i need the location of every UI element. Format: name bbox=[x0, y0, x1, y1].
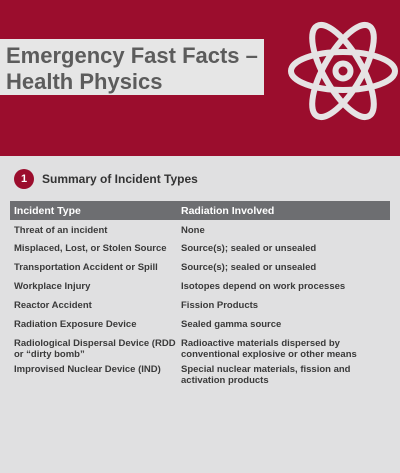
table-row bbox=[10, 277, 390, 296]
table-row bbox=[10, 220, 390, 239]
table-row bbox=[10, 258, 390, 277]
radiation-cell: Fission Products bbox=[181, 300, 259, 311]
table-row bbox=[10, 296, 390, 315]
page-title-line-1: Emergency Fast Facts – bbox=[6, 43, 258, 68]
radiation-cell: None bbox=[181, 225, 205, 236]
section-header bbox=[14, 168, 198, 190]
section-number-badge: 1 bbox=[14, 169, 34, 189]
table-header bbox=[10, 201, 390, 220]
table-row bbox=[10, 334, 390, 360]
incident-type-cell: Improvised Nuclear Device (IND) bbox=[14, 364, 161, 375]
incident-type-cell: Transportation Accident or Spill bbox=[14, 262, 158, 273]
page-title-line-2: Health Physics bbox=[6, 69, 163, 94]
incident-table bbox=[10, 201, 390, 386]
radiation-cell: Source(s); sealed or unsealed bbox=[181, 262, 317, 273]
radiation-cell: Isotopes depend on work processes bbox=[181, 281, 346, 292]
incident-type-cell: Misplaced, Lost, or Stolen Source bbox=[14, 243, 167, 254]
radiation-cell: Radioactive materials dispersed by conventional explosive or other means bbox=[181, 338, 357, 360]
column-header-radiation-involved: Radiation Involved bbox=[181, 204, 275, 217]
page-title bbox=[0, 39, 264, 95]
incident-type-cell: Radiation Exposure Device bbox=[14, 319, 137, 330]
table-row bbox=[10, 315, 390, 334]
atom-icon bbox=[280, 8, 400, 134]
radiation-cell: Source(s); sealed or unsealed bbox=[181, 243, 317, 254]
incident-type-cell: Reactor Accident bbox=[14, 300, 92, 311]
table-row bbox=[10, 360, 390, 386]
radiation-cell: Sealed gamma source bbox=[181, 319, 282, 330]
column-header-incident-type: Incident Type bbox=[14, 204, 81, 217]
section-title: Summary of Incident Types bbox=[42, 172, 198, 186]
table-row bbox=[10, 239, 390, 258]
incident-type-cell: Radiological Dispersal Device (RDD or “dirty bomb” bbox=[14, 338, 176, 360]
radiation-cell: Special nuclear materials, fission and activation products bbox=[181, 364, 351, 386]
incident-type-cell: Threat of an incident bbox=[14, 225, 108, 236]
incident-type-cell: Workplace Injury bbox=[14, 281, 91, 292]
